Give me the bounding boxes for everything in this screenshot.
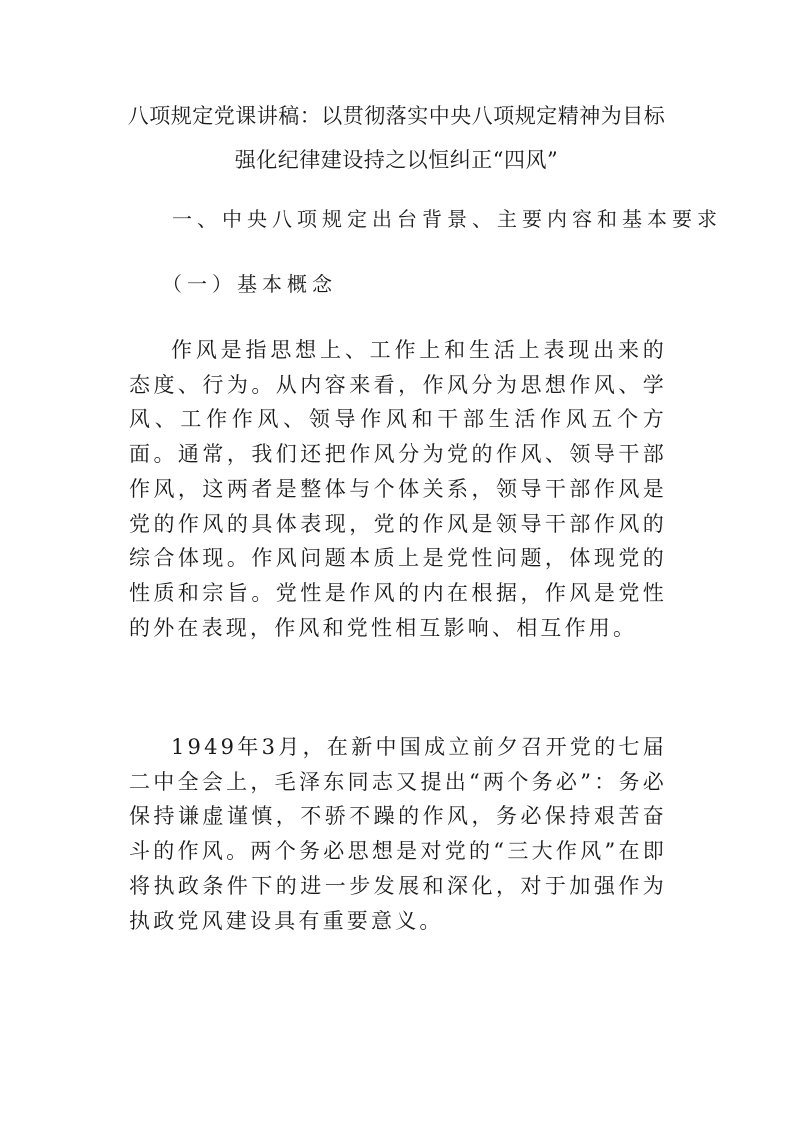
section-heading: 一、中央八项规定出台背景、主要内容和基本要求 [172,207,722,231]
body-paragraph-2: 1949年3月，在新中国成立前夕召开党的七届二中全会上，毛泽东同志又提出“两个务必”：务必保持谦虚谨慎，不骄不躁的作风，务必保持艰苦奋斗的作风。两个务必思想是对党的“三大作风”在即将执政条件下的进一步发展和深化，对于加强作为执政党风建设具有重要意义。 [129,735,667,933]
body-paragraph-1: 作风是指思想上、工作上和生活上表现出来的态度、行为。从内容来看，作风分为思想作风、学风、工作作风、领导作风和干部生活作风五个方面。通常，我们还把作风分为党的作风、领导干部作风，这两者是整体与个体关系，领导干部作风是党的作风的具体表现，党的作风是领导干部作风的综合体现。作风问题本质上是党性问题，体现党的性质和宗旨。党性是作风的内在根据，作风是党性的外在表现，作风和党性相互影响、相互作用。 [129,338,667,640]
document-title-line-2: 强化纪律建设持之以恒纠正“四风” [234,148,559,172]
document-title-line-1: 八项规定党课讲稿：以贯彻落实中央八项规定精神为目标 [127,104,666,128]
subsection-heading: （一）基本概念 [162,272,337,296]
